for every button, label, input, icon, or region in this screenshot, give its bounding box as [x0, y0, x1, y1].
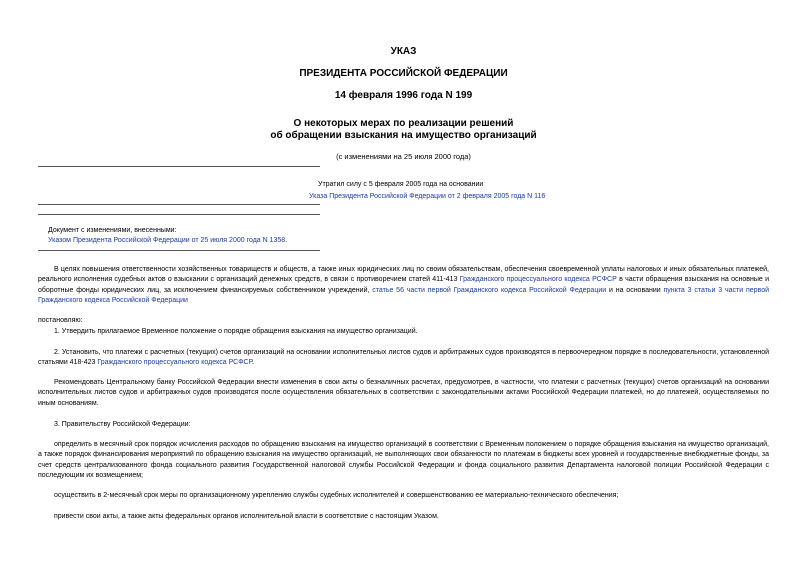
preamble-text: В целях повышения ответственности хозяйственных товариществ и обществ, а также иных юридических лиц по своим обязательствам, обеспечения своевременной уплаты налоговых и иных обязательных платежей, реального исполнения судебных актов о взыскании с организаций денежных средств, в связи с противоречием статей 411-413 [38, 266, 769, 284]
item-2-tail: . [251, 359, 254, 367]
separator-line [38, 204, 320, 205]
changes-doc-label: Документ с изменениями, внесенными: [48, 227, 177, 234]
preamble-paragraph [38, 265, 769, 306]
subject-heading-line1: О некоторых мерах по реализации решений [293, 118, 514, 129]
preamble-text: в части обращения взыскания на основные и оборотные фонды юридических лиц, за исключением финансируемых собственником учреждений, [38, 276, 769, 294]
amendment-note: (с изменениями на 25 июля 2000 года) [336, 152, 471, 161]
separator-line [38, 250, 320, 251]
date-number-heading: 14 февраля 1996 года N 199 [334, 90, 473, 101]
gpk-link[interactable]: Гражданского процессуального кодекса РСФСР [459, 276, 617, 284]
item-2-gpk-link[interactable]: Гражданского процессуального кодекса РСФСР [97, 359, 252, 367]
item-3-b: осуществить в 2-месячный срок меры по организационному укреплению службы судебных исполнителей и совершенствованию ее материально-технического обеспечения; [54, 492, 619, 499]
lost-force-text: Утратил силу с 5 февраля 2005 года на основании [318, 181, 484, 188]
lost-force-link[interactable]: Указа Президента Российской Федерации от 2 февраля 2005 года N 116 [309, 193, 546, 200]
preamble-text: и на основании [606, 286, 664, 294]
item-2-text: 2. Установить, что платежи с расчетных (текущих) счетов организаций на основании исполнительных листов судов и арбитражных судов производятся в первоочередном порядке в последовательности, установленной статьями 418-423 [38, 349, 769, 367]
decree-word: постановляю: [38, 317, 83, 324]
item-1: 1. Утвердить прилагаемое Временное положение о порядке обращения взыскания на имущество организаций. [54, 328, 418, 335]
separator-line [38, 214, 320, 215]
doc-type-heading: УКАЗ [390, 46, 417, 57]
changes-doc-link[interactable]: Указом Президента Российской Федерации от 25 июля 2000 года N 1358 [48, 237, 286, 244]
gk-article56-link[interactable]: статье 56 части первой Гражданского кодекса Российской Федерации [372, 286, 607, 294]
subject-heading-line2: об обращении взыскания на имущество организаций [270, 130, 537, 141]
item-3-a: определить в месячный срок порядок исчисления расходов по обращению взыскания на имущество организаций в соответствии с Временным положением о порядке обращения взыскания на имущество организаций, а также порядок финансирования мероприятий по обращению взыскания на имущество организаций, не выполняющих свои обязанности по платежам в бюджеты всех уровней и государственные внебюджетные фонды, за счет средств централизованного фонда социального развития Государственной налоговой службы Российской Федерации и фонда социального развития Департамента налоговой полиции Российской Федерации с последующим их возмещением; [38, 441, 769, 479]
changes-doc-tail: . [285, 237, 288, 244]
separator-line [38, 166, 320, 167]
item-2 [38, 348, 769, 369]
issuer-heading: ПРЕЗИДЕНТА РОССИЙСКОЙ ФЕДЕРАЦИИ [299, 68, 508, 79]
item-3-c: привести свои акты, а также акты федеральных органов исполнительной власти в соответствие с настоящим Указом. [54, 513, 439, 520]
item-3-title: 3. Правительству Российской Федерации: [54, 421, 191, 428]
changes-doc-line [48, 236, 287, 246]
recommendation-paragraph: Рекомендовать Центральному банку Российской Федерации внести изменения в свои акты о безналичных расчетах, предусмотрев, в частности, что платежи с расчетных (текущих) счетов организаций на основании исполнительных листов судов и арбитражных судов производятся после осуществления обязательных в соответствии с законодательными актами Российской Федерации платежей, но до платежей, осуществляемых по иным основаниям. [38, 379, 769, 407]
gk-article3-link[interactable]: пункта 3 статьи 3 части первой Гражданского кодекса Российской Федерации [38, 286, 770, 304]
